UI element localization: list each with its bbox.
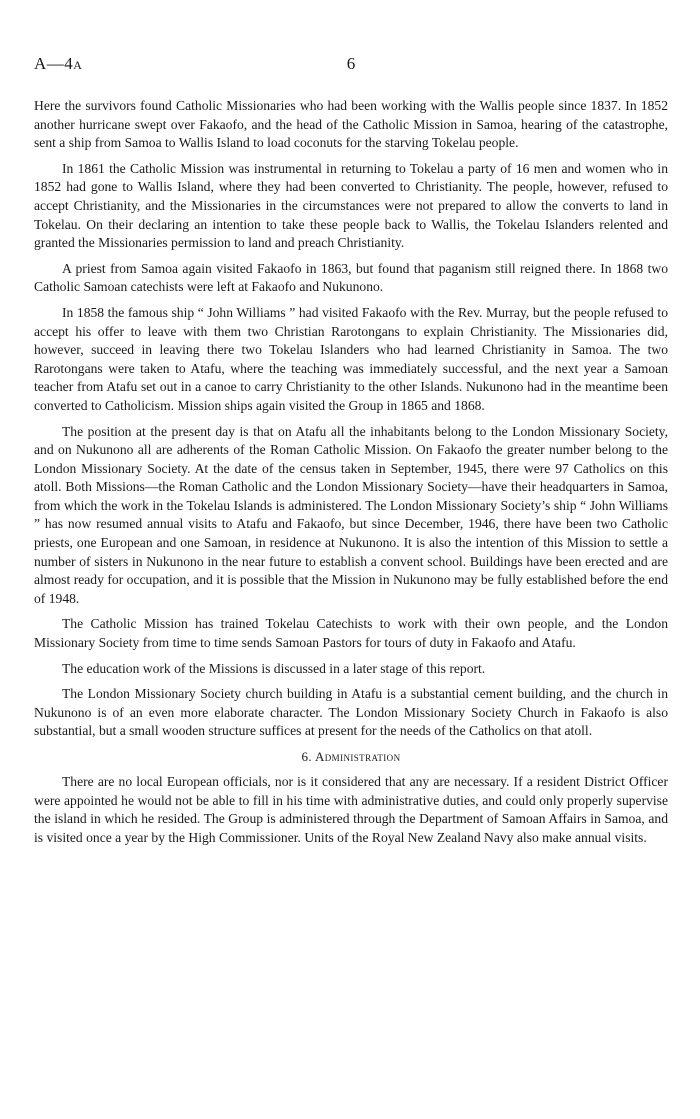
paragraph-5: The position at the present day is that on Atafu all the inhabitants belong to the London Missionary Society, and on Nukunono all are adherents of the Roman Catholic Mission. On Fakaofo the greater number belong to the London Missionary Society. At the date of the census taken in September, 1945, there were 97 Catholics on this atoll. Both Missions—the Roman Catholic and the London Missionary Society—have their headquarters in Samoa, from which the work in the Tokelau Islands is administered. The London Missionary Society’s ship “ John Williams ” has now resumed annual visits to Atafu and Fakaofo, but since December, 1946, there have been two Catholic priests, one European and one Samoan, in residence at Nukunono. It is also the intention of this Mission to settle a number of sisters in Nukunono in the near future to establish a convent school. Buildings have been erected and are almost ready for occupation, and it is possible that the Mission in Nukunono may be fully established before the end of 1948. — [34, 423, 668, 606]
paragraph-1: Here the survivors found Catholic Missionaries who had been working with the Wallis people since 1837. In 1852 another hurricane swept over Fakaofo, and the head of the Catholic Mission in Samoa, hearing of the catastrophe, sent a ship from Samoa to Wallis Island to load coconuts for the starving Tokelau people. — [34, 98, 668, 151]
paragraph-6: The Catholic Mission has trained Tokelau Catechists to work with their own people, and the London Missionary Society from time to time sends Samoan Pastors for tours of duty in Fakaofo and Atafu. — [34, 616, 668, 651]
page-number: 6 — [346, 54, 356, 73]
paragraph-2: In 1861 the Catholic Mission was instrumental in returning to Tokelau a party of 16 men and women who in 1852 had gone to Wallis Island, where they had been converted to Christianity. The people, however, refused to accept Christianity, and the Missionaries in the circumstances were not prepared to allow the converts to land in Tokelau. On their declaring an intention to take these people back to Wallis, the Tokelau Islanders relented and granted the Missionaries permission to land and preach Christianity. — [34, 160, 668, 251]
paragraph-3: A priest from Samoa again visited Fakaofo in 1863, but found that paganism still reigned there. In 1868 two Catholic Samoan catechists were left at Fakaofo and Nukunono. — [34, 260, 668, 295]
paragraph-8: The London Missionary Society church building in Atafu is a substantial cement building, and the church in Nukunono is of an even more elaborate character. The London Missionary Society Church in Fakaofo is also substantial, but a small wooden structure suffices at present for the needs of the Catholics on that atoll. — [34, 686, 668, 739]
paragraph-7: The education work of the Missions is discussed in a later stage of this report. — [62, 660, 486, 676]
reference-main: A—4 — [34, 54, 74, 73]
reference-suffix: A — [73, 58, 83, 72]
section-heading: 6. Administration — [301, 749, 401, 764]
paragraph-4: In 1858 the famous ship “ John Williams ” had visited Fakaofo with the Rev. Murray, but the people refused to accept his offer to leave with them two Christian Rarotongans to explain Christianity. The Missionaries did, however, succeed in leaving there two Tokelau Islanders who had learned Christianity in Samoa. The two Rarotongans were taken to Atafu, where the teaching was immediately successful, and the next year a Samoan teacher from Atafu set out in a canoe to carry Christianity to the other Islands. Nukunono had in the meantime been converted to Catholicism. Mission ships again visited the Group in 1865 and 1868. — [34, 304, 668, 413]
section-paragraph: There are no local European officials, nor is it considered that any are necessary. If a resident District Officer were appointed he would not be able to fill in his time with administrative duties, and could only properly supervise the island in which he resided. The Group is administered through the Department of Samoan Affairs in Samoa, and is visited once a year by the High Commissioner. Units of the Royal New Zealand Navy also make annual visits. — [34, 774, 668, 845]
running-header — [34, 54, 668, 78]
document-body — [34, 97, 668, 854]
